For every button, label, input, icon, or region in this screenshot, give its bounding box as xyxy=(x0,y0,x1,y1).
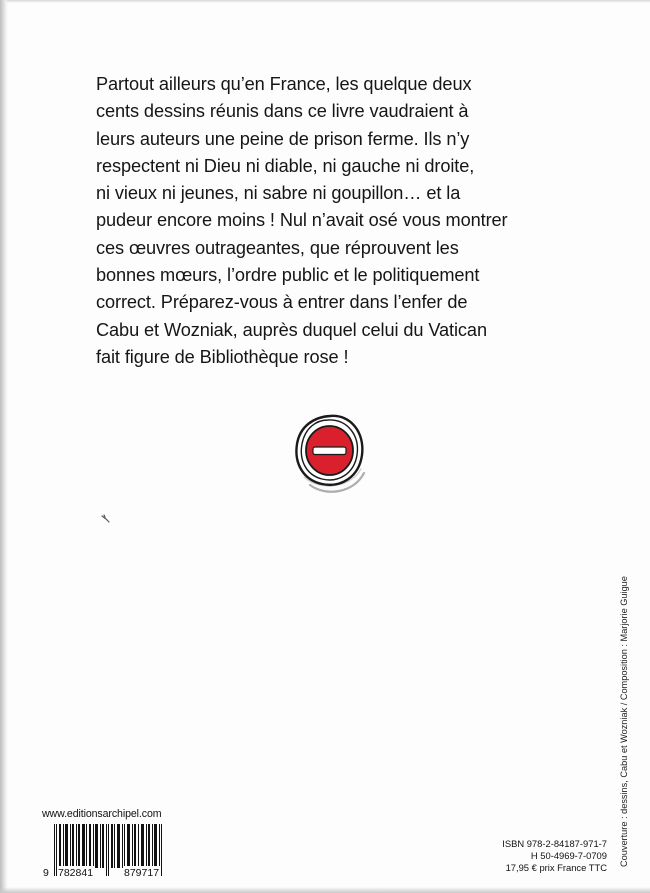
blurb-line: leurs auteurs une peine de prison ferme. Ils n’y xyxy=(96,128,470,149)
no-entry-sign-icon xyxy=(292,411,370,495)
blurb-line: pudeur encore moins ! Nul n’avait osé vous montrer xyxy=(96,210,508,231)
page-edge-left xyxy=(0,0,8,893)
product-code: H 50-4969-7-0709 xyxy=(530,850,607,862)
barcode-digits xyxy=(42,866,176,880)
barcode-digit-lead: 9 xyxy=(43,867,49,879)
back-cover-blurb xyxy=(96,71,566,371)
blurb-line: bonnes mœurs, l’ordre public et le politiquement xyxy=(96,265,480,286)
blurb-line: Partout ailleurs qu’en France, les quelque deux xyxy=(96,74,472,94)
blurb-line: cents dessins réunis dans ce livre vaudraient à xyxy=(96,101,469,122)
page-edge-top xyxy=(0,0,650,3)
isbn-number: ISBN 978-2-84187-971-7 xyxy=(502,838,607,849)
blurb-line: fait figure de Bibliothèque rose ! xyxy=(96,346,349,367)
cover-credits: Couverture : dessins, Cabu et Wozniak / Composition : Marjorie Guigue xyxy=(619,576,629,867)
blurb-line: Cabu et Wozniak, auprès duquel celui du Vatican xyxy=(96,319,487,340)
blurb-line: ces œuvres outrageantes, que réprouvent les xyxy=(96,237,459,258)
price-info-block xyxy=(502,838,607,875)
publisher-website: www.editionsarchipel.com xyxy=(42,808,162,820)
price-label: 17,95 € prix France TTC xyxy=(505,862,607,874)
barcode-digits-left: 782841 xyxy=(58,867,94,879)
blurb-line: ni vieux ni jeunes, ni sabre ni goupillon… et la xyxy=(96,183,461,204)
pen-mark-icon xyxy=(100,513,114,532)
blurb-line: correct. Préparez-vous à entrer dans l’enfer de xyxy=(96,292,468,313)
blurb-line: respectent ni Dieu ni diable, ni gauche ni droite, xyxy=(96,155,475,176)
page-edge-bottom xyxy=(0,887,650,893)
barcode-digits-right: 879717 xyxy=(124,867,160,879)
